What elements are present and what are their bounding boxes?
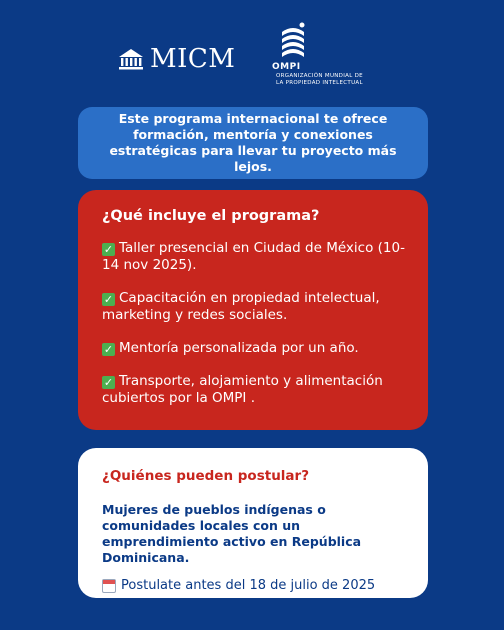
ompi-subtitle: ORGANIZACIÓN MUNDIAL DE LA PROPIEDAD INTELECTUAL bbox=[276, 73, 363, 86]
program-item-text: Taller presencial en Ciudad de México (10-14 nov 2025). bbox=[102, 240, 405, 273]
micm-logo bbox=[118, 44, 235, 74]
program-item-text: Mentoría personalizada por un año. bbox=[119, 340, 359, 356]
check-icon: ✓ bbox=[103, 376, 114, 389]
ompi-logo bbox=[272, 18, 382, 98]
program-item-text: Transporte, alojamiento y alimentación cubiertos por la OMPI . bbox=[102, 373, 383, 406]
eligibility-box bbox=[78, 448, 428, 598]
program-item bbox=[102, 290, 406, 324]
check-icon: ✓ bbox=[103, 243, 114, 256]
program-item-text: Capacitación en propiedad intelectual, marketing y redes sociales. bbox=[102, 290, 380, 323]
intro-text: Este programa internacional te ofrece formación, mentoría y conexiones estratégicas para llevar tu proyecto más lejos. bbox=[109, 111, 397, 174]
check-icon: ✓ bbox=[103, 343, 114, 356]
program-item bbox=[102, 340, 406, 357]
micm-label: MICM bbox=[150, 44, 236, 74]
deadline-row bbox=[102, 578, 404, 593]
program-title: ¿Qué incluye el programa? bbox=[102, 208, 320, 224]
intro-box bbox=[78, 107, 428, 179]
deadline-text: Postulate antes del 18 de julio de 2025 bbox=[121, 578, 376, 593]
program-item bbox=[102, 240, 406, 274]
check-icon: ✓ bbox=[103, 293, 114, 306]
eligibility-title: ¿Quiénes pueden postular? bbox=[102, 468, 310, 484]
calendar-icon bbox=[102, 579, 116, 593]
logo-header bbox=[0, 18, 504, 98]
eligibility-body: Mujeres de pueblos indígenas o comunidades locales con un emprendimiento activo en República Dominicana. bbox=[102, 502, 362, 565]
program-box bbox=[78, 190, 428, 430]
wipo-emblem-icon bbox=[278, 20, 308, 60]
building-icon bbox=[118, 48, 144, 70]
ompi-label: OMPI bbox=[272, 62, 301, 72]
program-item bbox=[102, 373, 406, 407]
